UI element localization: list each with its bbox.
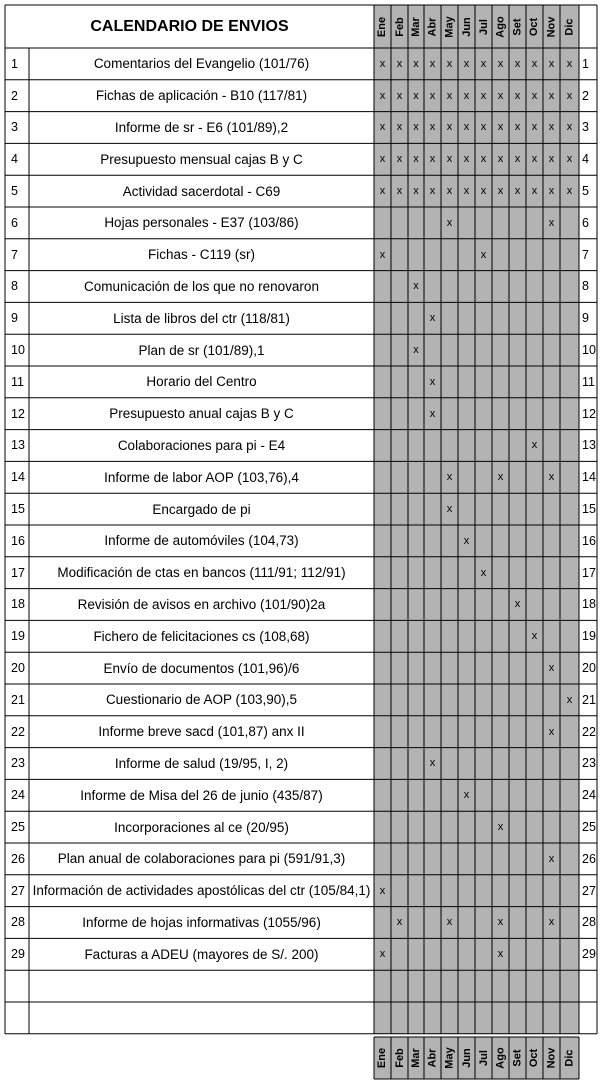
schedule-mark: x bbox=[413, 344, 419, 357]
schedule-mark: x bbox=[480, 566, 487, 579]
row-number: 17 bbox=[11, 565, 25, 580]
row-number-right: 19 bbox=[582, 629, 596, 644]
month-header-nov bbox=[543, 5, 560, 48]
row-description: Fichero de felicitaciones cs (108,68) bbox=[93, 628, 310, 644]
row-number: 20 bbox=[11, 661, 25, 676]
schedule-mark: x bbox=[379, 89, 386, 102]
schedule-mark: x bbox=[497, 121, 504, 134]
row-number-right: 26 bbox=[582, 851, 596, 866]
schedule-mark: x bbox=[463, 185, 470, 198]
month-header-feb bbox=[391, 5, 408, 48]
schedule-mark: x bbox=[548, 725, 555, 738]
schedule-mark: x bbox=[413, 89, 419, 102]
schedule-mark: x bbox=[514, 598, 521, 611]
month-label: Ene bbox=[376, 1047, 389, 1069]
row-description: Informe de automóviles (104,73) bbox=[104, 533, 299, 549]
row-number: 29 bbox=[11, 947, 25, 962]
row-number: 23 bbox=[11, 756, 25, 771]
month-label: Set bbox=[511, 17, 524, 36]
schedule-mark: x bbox=[566, 153, 573, 166]
row-description bbox=[29, 970, 374, 1002]
schedule-mark: x bbox=[413, 280, 419, 293]
schedule-mark: x bbox=[463, 121, 470, 134]
month-label: Jun bbox=[460, 16, 473, 37]
month-label: Feb bbox=[393, 1048, 406, 1068]
row-number-right: 23 bbox=[582, 756, 596, 771]
row-number: 28 bbox=[11, 915, 25, 930]
row-number: 6 bbox=[11, 215, 18, 230]
schedule-mark: x bbox=[548, 121, 555, 134]
row-number: 2 bbox=[11, 88, 18, 103]
row-description: Informe de labor AOP (103,76),4 bbox=[104, 469, 299, 485]
row-number-right bbox=[579, 970, 597, 1002]
row-number: 25 bbox=[11, 820, 25, 835]
schedule-mark: x bbox=[429, 121, 436, 134]
row-description: Envío de documentos (101,96)/6 bbox=[103, 660, 300, 676]
row-number: 21 bbox=[11, 692, 25, 707]
schedule-mark: x bbox=[446, 216, 453, 229]
row-number: 7 bbox=[11, 247, 18, 262]
schedule-mark: x bbox=[429, 407, 436, 420]
row-description: Presupuesto anual cajas B y C bbox=[109, 406, 294, 422]
schedule-mark: x bbox=[446, 121, 453, 134]
row-description: Informe breve sacd (101,87) anx II bbox=[98, 724, 305, 740]
schedule-mark: x bbox=[413, 153, 419, 166]
month-label: Feb bbox=[393, 16, 406, 37]
row-number-right: 9 bbox=[582, 311, 589, 326]
row-number-right: 29 bbox=[582, 947, 596, 962]
row-number-right: 6 bbox=[582, 215, 589, 230]
month-label: Abr bbox=[426, 1048, 439, 1068]
row-number: 12 bbox=[11, 406, 25, 421]
row-description: Plan de sr (101/89),1 bbox=[138, 342, 265, 358]
row-description: Plan anual de colaboraciones para pi (591/91,3) bbox=[57, 851, 346, 867]
schedule-mark: x bbox=[429, 312, 436, 325]
schedule-mark: x bbox=[379, 884, 386, 897]
row-number-right: 3 bbox=[582, 120, 589, 135]
month-header-jun bbox=[458, 5, 475, 48]
row-number-right: 24 bbox=[582, 788, 596, 803]
row-description: Fichas - C119 (sr) bbox=[147, 247, 256, 263]
schedule-mark: x bbox=[463, 789, 470, 802]
schedule-mark: x bbox=[446, 153, 453, 166]
month-footer-abr bbox=[424, 1037, 441, 1079]
row-number-right: 12 bbox=[582, 406, 596, 421]
row-description: Lista de libros del ctr (118/81) bbox=[113, 310, 290, 326]
row-description: Presupuesto mensual cajas B y C bbox=[100, 151, 303, 167]
schedule-mark: x bbox=[463, 89, 470, 102]
schedule-mark: x bbox=[514, 89, 521, 102]
row-description: Hojas personales - E37 (103/86) bbox=[104, 215, 299, 231]
schedule-mark: x bbox=[480, 185, 487, 198]
row-description: Revisión de avisos en archivo (101/90)2a bbox=[77, 596, 326, 612]
schedule-mark: x bbox=[396, 916, 403, 929]
row-description: Incorporaciones al ce (20/95) bbox=[114, 819, 289, 835]
schedule-mark: x bbox=[497, 153, 504, 166]
schedule-mark: x bbox=[548, 153, 555, 166]
schedule-mark: x bbox=[446, 57, 453, 70]
row-description: Informe de sr - E6 (101/89),2 bbox=[114, 119, 289, 135]
row-number-right: 21 bbox=[582, 692, 596, 707]
row-number: 18 bbox=[11, 597, 25, 612]
month-footer-may bbox=[441, 1037, 458, 1079]
row-number: 4 bbox=[11, 152, 18, 167]
month-footer-oct bbox=[526, 1037, 543, 1079]
month-footer-nov bbox=[543, 1037, 560, 1079]
row-description: Fichas de aplicación - B10 (117/81) bbox=[95, 88, 308, 104]
row-description: Encargado de pi bbox=[152, 501, 251, 517]
row-description: Información de actividades apostólicas del ctr (105/84,1) bbox=[32, 883, 371, 899]
month-header-mar bbox=[408, 5, 424, 48]
month-label: Mar bbox=[410, 1048, 422, 1068]
row-number: 11 bbox=[11, 374, 24, 389]
row-description: Actividad sacerdotal - C69 bbox=[122, 183, 281, 199]
schedule-mark: x bbox=[413, 57, 419, 70]
schedule-mark: x bbox=[497, 948, 504, 961]
month-label: May bbox=[443, 1047, 456, 1069]
schedule-mark: x bbox=[379, 153, 386, 166]
schedule-mark: x bbox=[514, 121, 521, 134]
row-number: 13 bbox=[11, 438, 25, 453]
month-label: Nov bbox=[545, 16, 558, 37]
schedule-mark: x bbox=[480, 57, 487, 70]
schedule-mark: x bbox=[379, 185, 386, 198]
row-number: 27 bbox=[11, 883, 25, 898]
row-description: Informe de salud (19/95, I, 2) bbox=[114, 755, 289, 771]
row-description: Horario del Centro bbox=[146, 374, 257, 390]
row-number: 9 bbox=[11, 311, 18, 326]
row-description: Comunicación de los que no renovaron bbox=[84, 278, 319, 294]
schedule-mark: x bbox=[548, 216, 555, 229]
row-number: 14 bbox=[11, 470, 25, 485]
row-number-right: 7 bbox=[582, 247, 589, 262]
row-number-right: 16 bbox=[582, 533, 596, 548]
schedule-mark: x bbox=[514, 185, 521, 198]
schedule-mark: x bbox=[548, 662, 555, 675]
schedule-mark: x bbox=[497, 57, 504, 70]
schedule-mark: x bbox=[480, 89, 487, 102]
schedule-mark: x bbox=[429, 89, 436, 102]
row-description bbox=[29, 1002, 374, 1034]
schedule-mark: x bbox=[396, 153, 403, 166]
month-label: Jun bbox=[460, 1048, 473, 1068]
row-number-right: 20 bbox=[582, 661, 596, 676]
row-number bbox=[5, 1002, 29, 1034]
schedule-mark: x bbox=[463, 57, 470, 70]
month-label: Jul bbox=[477, 1050, 490, 1066]
row-description: Modificación de ctas en bancos (111/91; 112/91) bbox=[57, 565, 346, 581]
schedule-mark: x bbox=[566, 89, 573, 102]
schedule-mark: x bbox=[396, 89, 403, 102]
row-number: 22 bbox=[11, 724, 25, 739]
schedule-mark: x bbox=[566, 185, 573, 198]
month-header-may bbox=[441, 5, 458, 48]
calendar-title: CALENDARIO DE ENVIOS bbox=[90, 17, 289, 35]
schedule-mark: x bbox=[548, 89, 555, 102]
schedule-mark: x bbox=[446, 503, 453, 516]
row-number-right bbox=[579, 1002, 597, 1034]
row-number-right: 10 bbox=[582, 343, 596, 358]
schedule-mark: x bbox=[531, 630, 538, 643]
row-description: Cuestionario de AOP (103,90),5 bbox=[105, 692, 298, 708]
schedule-mark: x bbox=[396, 121, 403, 134]
row-number: 15 bbox=[11, 502, 25, 517]
schedule-mark: x bbox=[548, 185, 555, 198]
schedule-mark: x bbox=[396, 185, 403, 198]
schedule-mark: x bbox=[548, 852, 555, 865]
schedule-mark: x bbox=[429, 185, 436, 198]
row-number bbox=[5, 970, 29, 1002]
row-description: Informe de hojas informativas (1055/96) bbox=[82, 914, 321, 930]
row-number: 16 bbox=[11, 533, 25, 548]
schedule-mark: x bbox=[514, 57, 521, 70]
row-number: 3 bbox=[11, 120, 18, 135]
row-description: Informe de Misa del 26 de junio (435/87) bbox=[80, 787, 323, 803]
row-number: 1 bbox=[11, 56, 18, 71]
row-number-right: 14 bbox=[582, 470, 596, 485]
row-number-right: 27 bbox=[582, 883, 596, 898]
schedule-mark: x bbox=[497, 185, 504, 198]
month-label: Nov bbox=[545, 1047, 558, 1069]
row-number-right: 22 bbox=[582, 724, 596, 739]
month-footer-dic bbox=[560, 1037, 579, 1079]
schedule-mark: x bbox=[446, 916, 453, 929]
schedule-mark: x bbox=[379, 948, 386, 961]
month-header-set bbox=[509, 5, 526, 48]
schedule-mark: x bbox=[463, 153, 470, 166]
schedule-mark: x bbox=[531, 185, 538, 198]
schedule-mark: x bbox=[446, 471, 453, 484]
schedule-mark: x bbox=[413, 121, 419, 134]
month-label: Oct bbox=[528, 17, 541, 36]
schedule-mark: x bbox=[429, 57, 436, 70]
schedule-mark: x bbox=[531, 57, 538, 70]
schedule-mark: x bbox=[497, 916, 504, 929]
row-number-right: 2 bbox=[582, 88, 589, 103]
row-number: 10 bbox=[11, 343, 25, 358]
month-label: Abr bbox=[426, 17, 439, 36]
row-number-right: 8 bbox=[582, 279, 589, 294]
row-number-right: 4 bbox=[582, 152, 589, 167]
row-number: 26 bbox=[11, 851, 25, 866]
row-number-right: 5 bbox=[582, 184, 589, 199]
row-number: 19 bbox=[11, 629, 25, 644]
schedule-mark: x bbox=[497, 821, 504, 834]
schedule-mark: x bbox=[548, 57, 555, 70]
schedule-mark: x bbox=[480, 121, 487, 134]
month-footer-ago bbox=[492, 1037, 509, 1079]
month-label: Jul bbox=[477, 18, 490, 35]
month-footer-mar bbox=[408, 1037, 424, 1079]
month-header-abr bbox=[424, 5, 441, 48]
schedule-mark: x bbox=[548, 916, 555, 929]
row-number: 8 bbox=[11, 279, 18, 294]
schedule-mark: x bbox=[480, 248, 487, 261]
schedule-mark: x bbox=[497, 471, 504, 484]
schedule-mark: x bbox=[379, 248, 386, 261]
schedule-mark: x bbox=[429, 757, 436, 770]
month-label: Set bbox=[511, 1049, 524, 1067]
schedule-mark: x bbox=[497, 89, 504, 102]
month-header-ene bbox=[374, 5, 391, 48]
row-number-right: 28 bbox=[582, 915, 596, 930]
schedule-mark: x bbox=[531, 121, 538, 134]
schedule-mark: x bbox=[429, 375, 436, 388]
schedule-mark: x bbox=[566, 121, 573, 134]
month-footer-jul bbox=[475, 1037, 492, 1079]
row-description: Comentarios del Evangelio (101/76) bbox=[93, 56, 310, 72]
schedule-mark: x bbox=[531, 439, 538, 452]
month-label: Oct bbox=[528, 1048, 541, 1068]
month-label: Ago bbox=[494, 1047, 507, 1069]
month-label: Mar bbox=[410, 16, 422, 37]
schedule-mark: x bbox=[446, 185, 453, 198]
schedule-mark: x bbox=[566, 57, 573, 70]
row-number-right: 11 bbox=[582, 374, 595, 389]
schedule-mark: x bbox=[548, 471, 555, 484]
row-number-right: 18 bbox=[582, 597, 596, 612]
row-description: Facturas a ADEU (mayores de S/. 200) bbox=[84, 946, 319, 962]
row-number-right: 17 bbox=[582, 565, 596, 580]
schedule-mark: x bbox=[379, 121, 386, 134]
row-number-right: 15 bbox=[582, 502, 596, 517]
schedule-mark: x bbox=[396, 57, 403, 70]
schedule-mark: x bbox=[379, 57, 386, 70]
month-footer-feb bbox=[391, 1037, 408, 1079]
schedule-mark: x bbox=[480, 153, 487, 166]
schedule-mark: x bbox=[531, 153, 538, 166]
month-footer-jun bbox=[458, 1037, 475, 1079]
schedule-mark: x bbox=[429, 153, 436, 166]
row-number: 5 bbox=[11, 184, 18, 199]
month-label: Dic bbox=[563, 17, 576, 36]
schedule-mark: x bbox=[413, 185, 419, 198]
schedule-mark: x bbox=[566, 693, 573, 706]
schedule-mark: x bbox=[514, 153, 521, 166]
month-label: Ago bbox=[494, 15, 507, 38]
month-footer-set bbox=[509, 1037, 526, 1079]
month-label: May bbox=[443, 15, 456, 38]
row-number-right: 13 bbox=[582, 438, 596, 453]
schedule-mark: x bbox=[463, 534, 470, 547]
schedule-mark: x bbox=[531, 89, 538, 102]
row-number: 24 bbox=[11, 788, 25, 803]
month-footer-ene bbox=[374, 1037, 391, 1079]
row-number-right: 25 bbox=[582, 820, 596, 835]
month-header-ago bbox=[492, 5, 509, 48]
month-header-oct bbox=[526, 5, 543, 48]
schedule-mark: x bbox=[446, 89, 453, 102]
row-number-right: 1 bbox=[582, 56, 589, 71]
month-label: Ene bbox=[376, 16, 389, 37]
month-header-dic bbox=[560, 5, 579, 48]
row-description: Colaboraciones para pi - E4 bbox=[117, 437, 286, 453]
month-header-jul bbox=[475, 5, 492, 48]
month-label: Dic bbox=[563, 1049, 576, 1067]
